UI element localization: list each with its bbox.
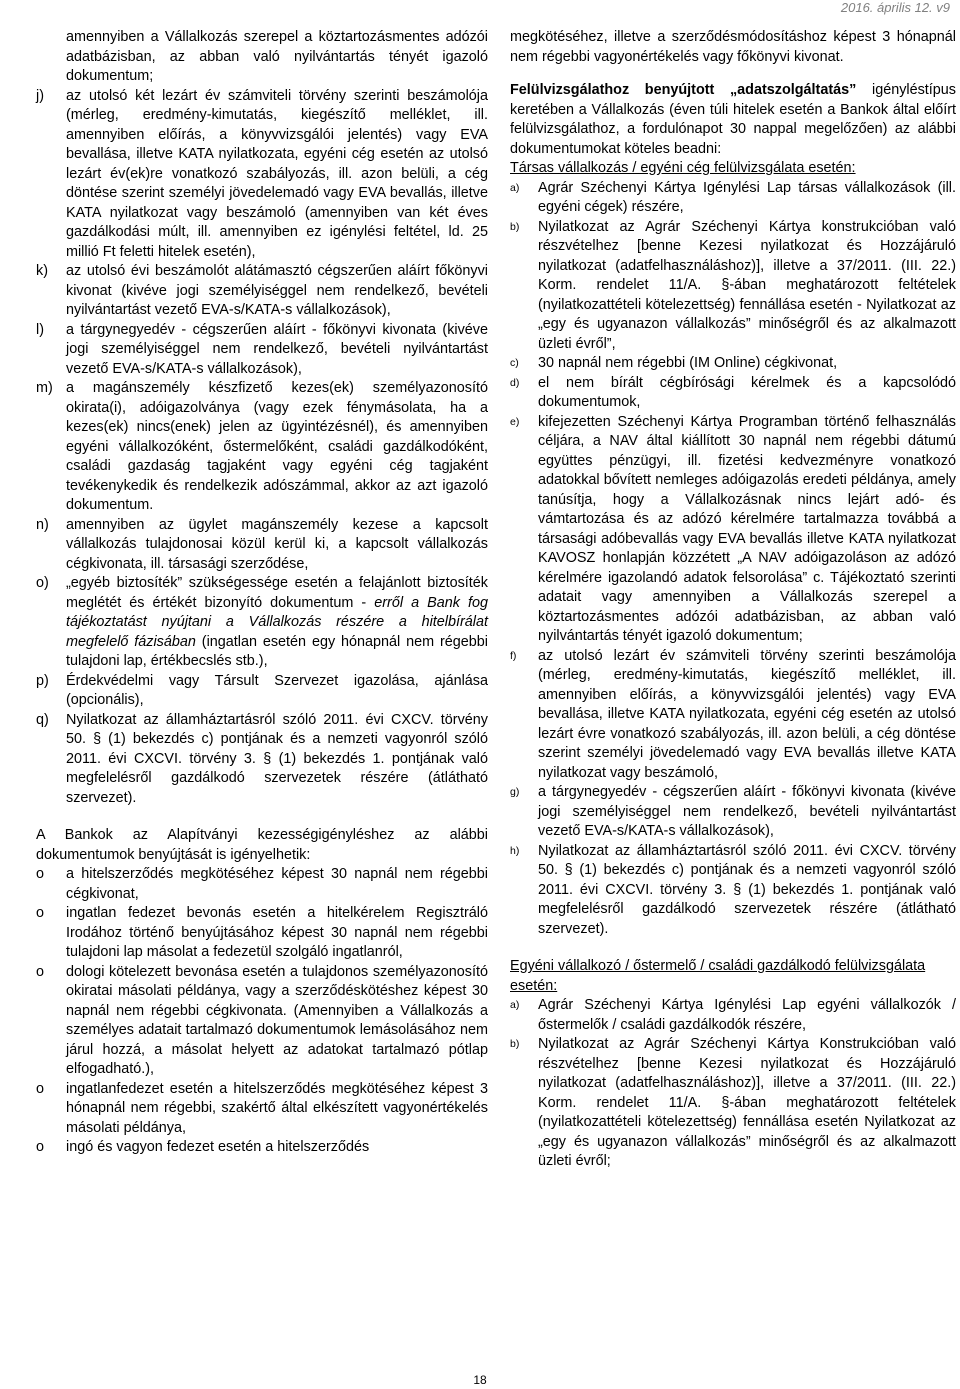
bank-list-item	[36, 904, 488, 963]
list-item-text: ingatlan fedezet bevonás esetén a hitelkérelem Regisztráló Irodához történő benyújtásához képest 30 napnál nem régebbi tulajdoni lap másolat a fedezetül szolgáló ingatlanról,	[66, 905, 488, 960]
list-marker: e)	[510, 415, 520, 428]
list-marker: d)	[510, 376, 520, 389]
list-marker: o)	[36, 575, 49, 591]
list-item-text: Nyilatkozat az Agrár Széchenyi Kártya Konstrukcióban való részvételhez [benne Kezesi nyilatkozat és Hozzájáruló nyilatkozat (adatfelhasználáshoz)], illetve a 37/2011. (III. 22.) Korm. rendelet 11/A. §-ában meghatározott feltételek (nyilatkozattételi kötelezettség) fennállása esetén Nyilatkozat az „egy és ugyanazon vállalkozás” minőségről és az alkalmazott üzleti évről;	[538, 1036, 956, 1169]
list-item-text: Agrár Széchenyi Kártya Igénylési Lap társas vállalkozások (ill. egyéni cégek) részére,	[538, 179, 956, 215]
corporate-list-item	[510, 842, 956, 940]
list-item-text: el nem bírált cégbírósági kérelmek és a kapcsolódó dokumentumok,	[538, 374, 956, 410]
bank-intro-paragraph: A Bankok az Alapítványi kezességigényléshez az alábbi dokumentumok benyújtását is igényelhetik:	[36, 827, 488, 863]
list-item-text: amennyiben a Vállalkozás szerepel a köztartozásmentes adózói adatbázisban, az abban való nyilvántartás tényét igazoló dokumentum;	[66, 29, 488, 84]
list-marker: c)	[510, 357, 519, 369]
list-marker: b)	[510, 220, 520, 233]
corporate-list-item	[510, 354, 956, 374]
list-item-text: az utolsó lezárt év számviteli törvény szerinti beszámolója (mérleg, eredmény-kimutatás, kiegészítő melléklet, ill. amennyiben előírás, a könyvvizsgálói jelentés) vagy EVA bevallása, illetve KATA nyilatkozata, egyéni cég esetén az utolsó lezárt évre vonatkozó szabályozás, ill. azon belüli, a cég döntése szerint személyi jövedelemadó vagy EVA bevallás illetve KATA nyilatkozat vagy beszámoló,	[538, 647, 956, 781]
list-item-text: amennyiben az ügylet magánszemély kezese a kapcsolt vállalkozás tulajdonosai közül kerül ki, a kapcsolt vállalkozás cégkivonata, ill. társasági szerződése,	[66, 516, 488, 572]
corporate-review-heading: Társas vállalkozás / egyéni cég felülvizsgálata esetén:	[510, 160, 856, 176]
list-marker: n)	[36, 516, 49, 533]
list-item-text: Érdekvédelmi vagy Társult Szervezet igazolása, ajánlása (opcionális),	[66, 672, 488, 708]
bank-list-item	[36, 1138, 488, 1158]
individual-review-heading: Egyéni vállalkozó / őstermelő / családi gazdálkodó felülvizsgálata esetén:	[510, 958, 926, 994]
bullet-marker: o	[36, 905, 45, 921]
individual-list-item	[510, 1035, 956, 1172]
list-marker: p)	[36, 672, 49, 689]
corporate-list-item	[510, 413, 956, 647]
list-item-text: a tárgynegyedév - cégszerűen aláírt - főkönyvi kivonata (kivéve jogi személyiséggel nem rendelkező, bevételi nyilvántartást vezető EVA-s/KATA-s vállalkozások),	[66, 321, 488, 377]
bullet-marker: o	[36, 866, 45, 882]
list-marker: f)	[510, 649, 517, 662]
list-item-text: a tárgynegyedév - cégszerűen aláírt - főkönyvi kivonata (kivéve jogi személyiséggel nem rendelkező, bevételi nyilvántartást vezető EVA-s/KATA-s vállalkozások),	[538, 784, 956, 839]
list-item-text: a magánszemély készfizető kezes(ek) személyazonosító okirata(i), adóigazolványa (vagy ezek fénymásolata, ha a kezes(ek) nincs(enek) jelen az ügyintézésnél), és amennyiben egyéni vállalkozóként, őstermelőként, családi gazdálkodóként, családi gazdaság tagjaként vagy egyéni cég tagjaként tevékenykedik és rendelkezik adószámmal, akkor az azt igazoló dokumentum.	[66, 380, 488, 513]
bank-list-item	[36, 1080, 488, 1139]
list-item-text: Nyilatkozat az államháztartásról szóló 2011. évi CXCV. törvény 50. § (1) bekezdés c) pontjának és a nemzeti vagyonról szóló 2011. évi CXCVI. törvény 3. § (1) bekezdés 1. pontjának való megfelelésről gazdálkodó szervezetek részére (átlátható szervezet).	[66, 711, 488, 806]
bullet-marker: o	[36, 1139, 45, 1155]
corporate-list-item	[510, 218, 956, 355]
list-item-text: ingó és vagyon fedezet esetén a hitelszerződés	[66, 1139, 370, 1155]
list-item-text: Agrár Széchenyi Kártya Igénylési Lap egyéni vállalkozók / őstermelők / családi gazdálkodók részére,	[538, 997, 956, 1033]
italic-note: erről a Bank fog tájékoztatást nyújtani a Vállalkozás részére a hitelbírálat megfelelő fázisában	[66, 594, 488, 650]
list-item-l	[36, 321, 488, 380]
left-column	[36, 28, 488, 1158]
bank-list-item	[36, 963, 488, 1080]
corporate-list-item	[510, 783, 956, 842]
list-item-text: ingatlanfedezet esetén a hitelszerződés megkötéséhez képest 3 hónapnál nem régebbi, szakértő által elkészített vagyonértékelés másolati példánya,	[66, 1080, 488, 1136]
list-marker: j)	[36, 87, 44, 104]
list-item-text: 30 napnál nem régebbi (IM Online) cégkivonat,	[538, 355, 838, 371]
list-item-m	[36, 379, 488, 516]
list-marker: k)	[36, 263, 48, 279]
bullet-marker: o	[36, 1080, 45, 1097]
list-item-text: „egyéb biztosíték” szükségessége esetén a felajánlott biztosíték meglétét és értékét bizonyító dokumentum - erről a Bank fog tájékoztatást nyújtani a Vállalkozás részére a hitelbírálat megfelelő fázisában (ingatlan esetén egy hónapnál nem régebbi tulajdoni lap, értékbecslés stb.),	[66, 575, 489, 669]
list-item-q	[36, 711, 488, 809]
list-item-p	[36, 672, 488, 711]
list-item-o	[36, 574, 488, 672]
list-marker: g)	[510, 786, 520, 798]
list-item-text: a hitelszerződés megkötéséhez képest 30 napnál nem régebbi cégkivonat,	[66, 866, 488, 902]
list-item-text: az utolsó évi beszámolót alátámasztó cégszerűen aláírt főkönyvi kivonat (kivéve jogi személyiséggel nem rendelkező, bevételi nyilvántartást vezető EVA-s/KATA-s vállalkozások),	[66, 263, 488, 318]
review-heading: Felülvizsgálathoz benyújtott „adatszolgáltatás”	[510, 82, 857, 98]
corporate-list-item	[510, 179, 956, 218]
list-item-text: kifejezetten Széchenyi Kártya Programban történő felhasználás céljára, a NAV által kiállított 30 napnál nem régebbi dátumú együttes pénzügyi, ill. fizetési kedvezményre vonatkozó adatokkal bővített nemleges adóigazolás eredeti példánya, amely tanúsítja, hogy a Vállalkozásnak nincs lejárt adó- és vámtartozása és az adózó kérelmére tartalmazza továbbá a társasági adóbevallás vagy EVA bevallás illetve KATA nyilatkozat KAVOSZ honlapján közzétett „A NAV adóigazoláson az adózó kérelmére igazolandó adatok felsorolása” c. Tájékoztató szerinti adatait vagy amennyiben a Vállalkozás szerepel a köztartozásmentes adózói adatbázisban, az abban való nyilvántartás tényét igazoló dokumentum;	[538, 413, 956, 644]
list-marker: l)	[36, 321, 44, 338]
list-item-n	[36, 516, 488, 575]
list-item-text: Nyilatkozat az Agrár Széchenyi Kártya konstrukcióban való részvételhez [benne Kezesi nyilatkozat és Hozzájáruló nyilatkozat (adatfelhasználáshoz)], illetve a 37/2011. (III. 22.) Korm. rendelet 11/A. §-ában meghatározott feltételek (nyilatkozattételi kötelezettség) fennállása esetén - Nyilatkozat az „egy és ugyanazon vállalkozás” minőségről és az alkalmazott üzleti évről”,	[538, 218, 956, 352]
individual-list-item	[510, 996, 956, 1035]
list-item-j	[36, 87, 488, 263]
bullet-marker: o	[36, 963, 45, 980]
list-item-text: Nyilatkozat az államháztartásról szóló 2011. évi CXCV. törvény 50. § (1) bekezdés c) pontjának és a nemzeti vagyonról szóló 2011. évi CXCVI. törvény 3. § (1) bekezdés 1. pontjának való megfelelésről gazdálkodó szervezetek részére (átlátható szervezet).	[538, 842, 956, 937]
list-item-text: dologi kötelezett bevonása esetén a tulajdonos személyazonosító okiratai másolati példánya, vagy a szerződéskötéshez képest 30 napnál nem régebbi cégkivonata. (Amennyiben a Vállalkozás a személyes adatait tartalmazó dokumentumok lemásolásához nem járul hozzá, a másolat helyett az adatokat tartalmazó pótlap elfogadható.),	[66, 963, 488, 1077]
list-item-k	[36, 262, 488, 321]
list-marker: q)	[36, 711, 49, 728]
list-marker: b)	[510, 1038, 520, 1050]
bank-list-item	[36, 865, 488, 904]
corporate-list-item	[510, 647, 956, 784]
list-marker: h)	[510, 844, 520, 857]
right-column	[510, 28, 956, 1172]
document-version: 2016. április 12. v9	[840, 0, 950, 15]
continuation-paragraph: megkötéséhez, illetve a szerződésmódosításhoz képest 3 hónapnál nem régebbi vagyonértékelés vagy főkönyvi kivonat.	[510, 29, 956, 65]
list-item-i-continuation	[36, 28, 488, 87]
list-item-text: az utolsó két lezárt év számviteli törvény szerinti beszámolója (mérleg, eredmény-kimutatás, kiegészítő melléklet, ill. amennyiben előírás, a könyvvizsgálói jelentés) vagy EVA bevallása, illetve KATA nyilatkozata, egyéni cég esetén az utolsó lezárt év(ek)re vonatkozó szabályozás, ill. azon belüli, a cég döntése szerint személyi jövedelemadó vagy EVA bevallás, illetve KATA nyilatkozat vagy beszámoló (amennyiben van két éves gazdálkodási múlt, ill. amennyiben ez igénylési feltétel, ld. 25 millió Ft feletti hitelek esetén),	[66, 87, 488, 260]
list-marker: a)	[510, 999, 520, 1011]
review-paragraph: Felülvizsgálathoz benyújtott „adatszolgáltatás” igényléstípus keretében a Vállalkozás (éven túli hitelek esetén a Bankok által előírt felülvizsgálathoz, a fordulónapot 30 nappal megelőzően) az alábbi dokumentumokat köteles beadni:	[510, 82, 956, 157]
page-number: 18	[473, 1373, 487, 1387]
corporate-list-item	[510, 374, 956, 413]
list-marker: a)	[510, 181, 520, 194]
list-marker: m)	[36, 380, 53, 396]
